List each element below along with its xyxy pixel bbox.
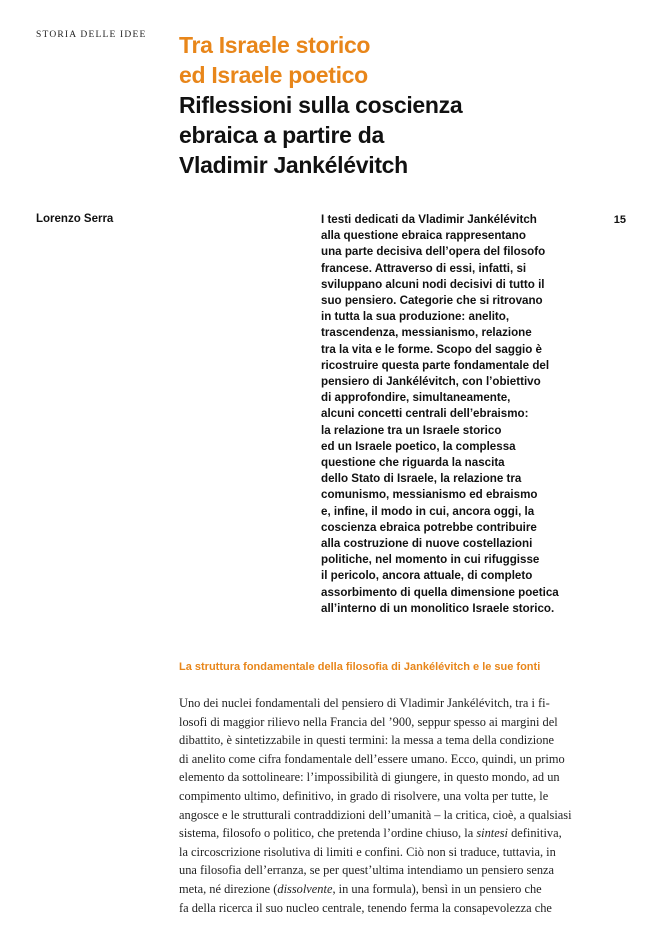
body-line-text: dibattito, è sintetizzabile in questi termini: la messa a tema della condizione bbox=[179, 733, 555, 748]
body-line bbox=[179, 787, 589, 806]
section-heading: La struttura fondamentale della filosofia di Jankélévitch e le sue fonti bbox=[179, 661, 541, 673]
abstract bbox=[321, 212, 596, 617]
body-line bbox=[179, 843, 589, 862]
abstract-line: coscienza ebraica potrebbe contribuire bbox=[321, 520, 537, 534]
body-line-text-a: sistema, filosofo o politico, che pretenda l’ordine chiuso, la bbox=[179, 826, 474, 841]
abstract-line: assorbimento di quella dimensione poetica bbox=[321, 585, 559, 599]
abstract-line: suo pensiero. Categorie che si ritrovano bbox=[321, 294, 543, 308]
abstract-line: questione che riguarda la nascita bbox=[321, 456, 505, 470]
subtitle-line: Vladimir Jankélévitch bbox=[179, 152, 408, 178]
body-line-text: elemento da sottolineare: l’impossibilità di giungere, in questo mondo, ad un bbox=[179, 770, 560, 785]
page-number: 15 bbox=[613, 214, 626, 226]
abstract-line: il pericolo, ancora attuale, di completo bbox=[321, 569, 533, 583]
body-line-text-b: , in una formula), bensì in un pensiero che bbox=[332, 881, 542, 896]
italic-term: dissolvente bbox=[277, 881, 333, 896]
abstract-line: politiche, nel momento in cui rifuggisse bbox=[321, 553, 540, 567]
title-line: Tra Israele storico bbox=[179, 32, 371, 58]
body-line bbox=[179, 880, 589, 899]
body-line-text: fa della ricerca il suo nucleo centrale, tenendo ferma la consapevolezza che bbox=[179, 900, 552, 915]
abstract-line: ricostruire questa parte fondamentale del bbox=[321, 358, 550, 372]
abstract-line: alla questione ebraica rappresentano bbox=[321, 229, 526, 243]
body-paragraph bbox=[179, 694, 589, 917]
body-line-text bbox=[179, 880, 542, 899]
abstract-line: pensiero di Jankélévitch, con l’obiettivo bbox=[321, 375, 541, 389]
abstract-line: dello Stato di Israele, la relazione tra bbox=[321, 472, 522, 486]
section-label: STORIA DELLE IDEE bbox=[36, 30, 147, 40]
body-line-text: angosce e le strutturali contraddizioni dell’umanità – la critica, cioè, a qualsiasi bbox=[179, 807, 572, 822]
body-line bbox=[179, 731, 589, 750]
body-line-text-b: definitiva, bbox=[511, 826, 562, 841]
body-line bbox=[179, 861, 589, 880]
abstract-line: la relazione tra un Israele storico bbox=[321, 423, 502, 437]
body-line-text: Uno dei nuclei fondamentali del pensiero di Vladimir Jankélévitch, tra i fi- bbox=[179, 696, 550, 710]
title-line: ed Israele poetico bbox=[179, 62, 368, 88]
abstract-line: alcuni concetti centrali dell’ebraismo: bbox=[321, 407, 529, 421]
body-line bbox=[179, 750, 589, 769]
abstract-line: in tutta la sua produzione: anelito, bbox=[321, 310, 510, 324]
body-line bbox=[179, 899, 589, 918]
article-title bbox=[179, 30, 619, 180]
body-line-text: una filosofia dell’erranza, se per quest’ultima intendiamo un pensiero senza bbox=[179, 863, 555, 878]
body-line bbox=[179, 768, 589, 787]
body-line-text bbox=[179, 824, 562, 843]
italic-term: sintesi bbox=[476, 826, 508, 841]
abstract-line: una parte decisiva dell’opera del filosofo bbox=[321, 245, 546, 259]
body-line-text: compimento ultimo, definitivo, in grado di risolvere, una volta per tutte, le bbox=[179, 788, 549, 803]
abstract-line: comunismo, messianismo ed ebraismo bbox=[321, 488, 538, 502]
abstract-line: e, infine, il modo in cui, ancora oggi, la bbox=[321, 504, 535, 518]
abstract-line: trascendenza, messianismo, relazione bbox=[321, 326, 532, 340]
author-name: Lorenzo Serra bbox=[36, 213, 114, 225]
abstract-line: sviluppano alcuni nodi decisivi di tutto il bbox=[321, 277, 545, 291]
body-line-text: la circoscrizione risolutiva di limiti e confini. Ciò non si traduce, tuttavia, in bbox=[179, 844, 556, 859]
subtitle-line: ebraica a partire da bbox=[179, 122, 384, 148]
abstract-line: di approfondire, simultaneamente, bbox=[321, 391, 511, 405]
subtitle-line: Riflessioni sulla coscienza bbox=[179, 92, 463, 118]
body-line bbox=[179, 806, 589, 825]
body-line-text: di anelito come cifra fondamentale dell’essere umano. Ecco, quindi, un primo bbox=[179, 751, 565, 766]
abstract-line: alla costruzione di nuove costellazioni bbox=[321, 537, 533, 551]
abstract-line: ed un Israele poetico, la complessa bbox=[321, 439, 516, 453]
body-line bbox=[179, 824, 589, 843]
abstract-line: all’interno di un monolitico Israele storico. bbox=[321, 601, 555, 615]
body-line bbox=[179, 713, 589, 732]
abstract-line: I testi dedicati da Vladimir Jankélévitch bbox=[321, 213, 537, 226]
body-line-text-a: meta, né direzione ( bbox=[179, 881, 278, 896]
abstract-line: tra la vita e le forme. Scopo del saggio è bbox=[321, 342, 542, 356]
body-line-text: losofi di maggior rilievo nella Francia del ’900, seppur spesso ai margini del bbox=[179, 714, 558, 729]
body-line bbox=[179, 694, 589, 713]
abstract-line: francese. Attraverso di essi, infatti, si bbox=[321, 261, 527, 275]
